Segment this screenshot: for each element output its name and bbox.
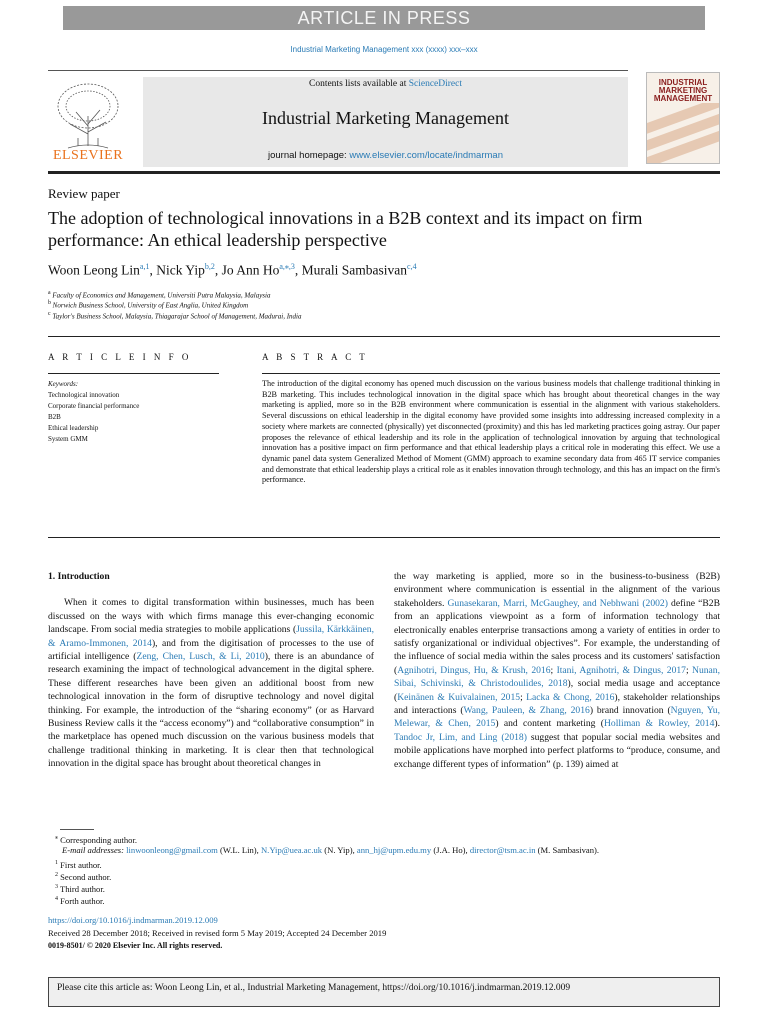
body-column-left bbox=[48, 570, 374, 771]
body-text: suggest that popular social media websites and mobile applications have morphed into perfect platforms to “produce, consume, and exchange different types of information” (p. 139) aimed at bbox=[394, 731, 720, 770]
homepage-prefix: journal homepage: bbox=[268, 150, 350, 161]
footnote-text: Third author. bbox=[60, 883, 105, 894]
email-link[interactable]: N.Yip@uea.ac.uk bbox=[260, 845, 323, 855]
footnote-mark: 4 bbox=[55, 896, 58, 902]
body-text: ) brand innovation ( bbox=[589, 705, 671, 717]
journal-title: Industrial Marketing Management bbox=[262, 108, 509, 128]
email-owner: (M. Sambasivan). bbox=[535, 845, 600, 855]
paper-title: The adoption of technological innovations in a B2B context and its impact on firm performance: An ethical leadership perspective bbox=[48, 208, 643, 250]
contents-prefix: Contents lists available at bbox=[308, 79, 409, 89]
citation-link[interactable]: Holliman & Rowley, 2014 bbox=[603, 718, 715, 730]
affiliation-mark: a bbox=[48, 290, 51, 296]
citation-link[interactable]: Jussila, Kärkkäinen, & Aramo-Immonen, 2014 bbox=[48, 624, 374, 649]
section-divider bbox=[48, 336, 720, 337]
citation-link[interactable]: Keinänen & Kuivalainen, 2015 bbox=[397, 691, 521, 703]
footnote-mark: 3 bbox=[55, 884, 58, 890]
citation-link[interactable]: Nunan, Sibai, Schivinski, & Christodoulides, 2018 bbox=[394, 664, 721, 690]
affiliation bbox=[48, 311, 302, 320]
body-text: ) and content marketing ( bbox=[495, 718, 604, 730]
cover-pattern-icon bbox=[647, 103, 720, 163]
journal-reference-link[interactable]: Industrial Marketing Management xxx (xxxx) xxx–xxx bbox=[290, 45, 478, 54]
body-text: the way marketing is applied, more so in the business-to-business (B2B) environment where communication is essential in the alignment of the various stakeholders. bbox=[394, 571, 720, 609]
footnote-rule bbox=[60, 829, 94, 830]
body-text: ). bbox=[714, 718, 720, 730]
footnote bbox=[55, 893, 105, 907]
email-label: E-mail addresses: bbox=[62, 845, 124, 855]
keyword: Corporate financial performance bbox=[48, 402, 140, 410]
email-owner: (J.A. Ho), bbox=[431, 845, 470, 855]
footnote-mark: 2 bbox=[55, 872, 58, 878]
keyword: Technological innovation bbox=[48, 391, 120, 399]
abstract-heading: A B S T R A C T bbox=[262, 352, 368, 362]
article-in-press-banner: ARTICLE IN PRESS bbox=[63, 6, 705, 30]
affiliation-mark: b bbox=[48, 300, 51, 306]
citation-link[interactable]: Lacka & Chong, 2016 bbox=[526, 691, 615, 703]
keyword: B2B bbox=[48, 413, 61, 421]
keywords-label: Keywords: bbox=[48, 380, 79, 388]
section-heading: 1. Introduction bbox=[48, 571, 110, 582]
cover-title: INDUSTRIAL MARKETING MANAGEMENT bbox=[653, 78, 713, 103]
footnote-text: Second author. bbox=[60, 871, 112, 882]
email-link[interactable]: linwoonleong@gmail.com bbox=[126, 845, 218, 855]
paper-type: Review paper bbox=[48, 186, 120, 201]
abstract-bottom-rule bbox=[48, 537, 720, 538]
keyword: System GMM bbox=[48, 435, 88, 443]
abstract-text: The introduction of the digital economy has opened much discussion on the various business models that challenge traditional thinking in B2B marketing. This includes technological innovation in the digital space which has brought about theoretical changes in the way marketing is applied, more so in the B2B environment where communication is essential in the alignment with various stakeholders. Several discussions on ethical leadership in the digital economy have provided some insights into addressing increased complexity in a society where markets are connected (physically) yet disconnected (proximity) and this has led marketing practices going astray. Our paper proposes the relevance of ethical leadership and its role in the application of technological innovation by arguing that technological innovation has a positive impact on firm performance and that ethical leadership plays a critical role in moderating this effect. We use a dynamic panel data system Generalized Method of Moment (GMM) approach to examine secondary data from 465 IT service companies and demonstrate that ethical leadership plays a critical role as it enables innovation through technology, and this has an impact on the firm's performance. bbox=[262, 379, 720, 485]
body-paragraph bbox=[394, 570, 720, 771]
affiliation-text: Norwich Business School, University of East Anglia, United Kingdom bbox=[52, 301, 249, 310]
body-text: define “B2B from an applications viewpoint as a form of information technology that electronically enables enterprise transactions among a variety of entities in order to satisfy organizational or individual objectives”. For example, the understanding of the influence of social media within the sales process and its customers' satisfaction ( bbox=[394, 597, 720, 676]
author-name[interactable]: Jo Ann Ho bbox=[221, 262, 280, 278]
article-info-heading: A R T I C L E I N F O bbox=[48, 352, 192, 362]
email-link[interactable]: ann_hj@upm.edu.my bbox=[356, 845, 432, 855]
body-text: ; bbox=[520, 691, 527, 703]
received-dates: Received 28 December 2018; Received in revised form 5 May 2019; Accepted 24 December 2019 bbox=[48, 928, 387, 938]
author-list: Woon Leong Lin$^{a,1}$, Nick Yip$^{b,2}$, Jo Ann $Ho^{a,⁎,3}$, Murali Sambasivan$^{c,4}$ bbox=[48, 262, 417, 278]
citation-link[interactable]: Nguyen, Yu, Melewar, & Chen, 2015 bbox=[394, 705, 720, 730]
footnote-text: First author. bbox=[60, 859, 102, 870]
affiliation-mark: c bbox=[48, 311, 51, 317]
email-addresses-note bbox=[62, 844, 599, 857]
body-text: ; bbox=[685, 664, 693, 676]
header-bottom-rule bbox=[48, 171, 720, 174]
footnote-text: Forth author. bbox=[60, 895, 105, 906]
citation-link[interactable]: Agnihotri, Dingus, Hu, & Krush, 2016 bbox=[397, 664, 551, 676]
journal-cover-thumbnail[interactable] bbox=[646, 72, 720, 164]
corresponding-author-note: ⁎ Corresponding author. bbox=[55, 834, 138, 845]
abstract-rule bbox=[262, 373, 720, 374]
body-text: ), and from the digitisation of processes to the use of artificial intelligence ( bbox=[48, 637, 374, 663]
elsevier-logo[interactable] bbox=[48, 76, 128, 166]
citation-link[interactable]: Gunasekaran, Marri, McGaughey, and Nebhwani (2002) bbox=[447, 597, 668, 609]
citation-link[interactable]: Itani, Agnihotri, & Dingus, 2017 bbox=[556, 664, 686, 676]
author-affiliation-mark[interactable]: a,1 bbox=[139, 262, 150, 271]
email-owner: (N. Yip), bbox=[322, 845, 357, 855]
author-affiliation-mark[interactable]: b,2 bbox=[204, 262, 215, 271]
author-affiliation-mark[interactable]: a,⁎,3 bbox=[279, 262, 295, 271]
affiliation-text: Faculty of Economics and Management, Universiti Putra Malaysia, Malaysia bbox=[52, 291, 271, 300]
citation-link[interactable]: Wang, Pauleen, & Zhang, 2016 bbox=[463, 705, 590, 717]
header-top-rule bbox=[48, 70, 628, 71]
contents-line bbox=[143, 79, 628, 89]
body-text: ), there is an abundance of research examining the impact of technological advancement in the digital sphere. These different researches have been given an additional boost from new technological innovation in the form of disruptive technology and novel digital thinking. For example, the introduction of the “sharing economy” (or as Harvard Business Review calls it the “access economy”) and “collaborative consumption” in the marketplace has opened much discussion on the various business models that challenge traditional thinking in marketing. It is clear then that technological innovation in the digital space has brought about theoretical changes in bbox=[48, 651, 375, 770]
citation-box: Please cite this article as: Woon Leong Lin, et al., Industrial Marketing Management, https://doi.org/10.1016/j.indmarman.2019.12.009 bbox=[48, 977, 720, 1007]
footnote-mark: 1 bbox=[55, 860, 58, 866]
email-list bbox=[126, 845, 599, 855]
body-column-right bbox=[394, 570, 720, 771]
author-name[interactable]: Woon Leong Lin bbox=[48, 262, 140, 278]
journal-homepage-line bbox=[143, 150, 628, 161]
email-link[interactable]: director@tsm.ac.in bbox=[469, 845, 536, 855]
article-info-rule bbox=[48, 373, 219, 374]
author-name[interactable]: Nick Yip bbox=[156, 262, 205, 278]
copyright-line: 0019-8501/ © 2020 Elsevier Inc. All rights reserved. bbox=[48, 941, 223, 950]
affiliation-text: Taylor's Business School, Malaysia, Thiagarajar School of Management, Madurai, India bbox=[52, 312, 302, 321]
doi-link[interactable]: https://doi.org/10.1016/j.indmarman.2019.12.009 bbox=[48, 915, 218, 925]
body-paragraph bbox=[48, 596, 374, 770]
footnote-text: Corresponding author. bbox=[60, 834, 138, 845]
affiliation bbox=[48, 300, 248, 309]
homepage-link[interactable]: www.elsevier.com/locate/indmarman bbox=[349, 150, 503, 161]
sciencedirect-link[interactable]: ScienceDirect bbox=[408, 79, 462, 89]
affiliation bbox=[48, 290, 270, 299]
body-text: ), social media usage and acceptance ( bbox=[394, 678, 720, 703]
citation-link[interactable]: Tandoc Jr, Lim, and Ling (2018) bbox=[394, 731, 527, 743]
author-name[interactable]: Murali Sambasivan bbox=[301, 262, 408, 278]
body-text: When it comes to digital transformation within businesses, much has been discussed on the ways with which firms manage this ever-changing economic landscape. From social media strategies to mobile applications ( bbox=[48, 597, 374, 636]
keyword: Ethical leadership bbox=[48, 424, 99, 432]
citation-link[interactable]: Zeng, Chen, Lusch, & Li, 2010 bbox=[136, 651, 265, 663]
body-text: ), stakeholder relationships and interactions ( bbox=[394, 691, 721, 717]
publisher-name: ELSEVIER bbox=[52, 148, 124, 163]
body-text: ; bbox=[550, 664, 557, 676]
email-owner: (W.L. Lin), bbox=[217, 845, 261, 855]
author-affiliation-mark[interactable]: c,4 bbox=[407, 262, 417, 271]
